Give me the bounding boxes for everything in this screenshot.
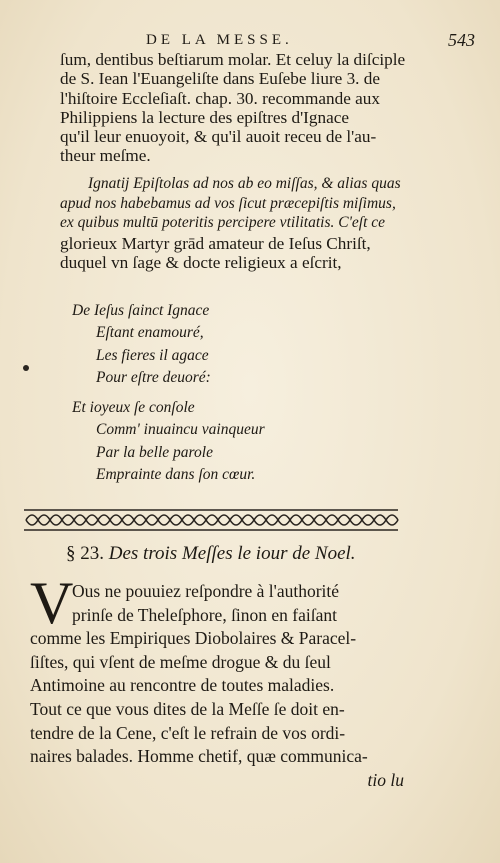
- text-line: tendre de la Cene, c'eſt le refrain de vos ordi-: [30, 722, 346, 743]
- text-line: naires balades. Homme chetif, quæ communica-: [30, 746, 368, 767]
- verse-line: Par la belle parole: [96, 443, 213, 461]
- verse-stanza: [72, 300, 312, 486]
- verse-line: Empraintе dans ſon cœur.: [96, 466, 256, 484]
- ink-spot: [23, 365, 29, 371]
- text-line: glorieux Martyr grād amateur de Ieſus Chriſt,: [60, 234, 371, 253]
- verse-line: Les fieres il agace: [96, 346, 209, 364]
- text-line: Philippiens la lecture des epiſtres d'Ignace: [60, 107, 349, 127]
- quote-line: apud nos habebamus ad vos ſicut præcepiſtis miſimus,: [60, 194, 396, 212]
- verse-line: Eſtant enamouré,: [96, 324, 204, 342]
- verse-line: De Ieſus ſainct Ignace: [72, 302, 210, 319]
- page-number: 543: [448, 30, 475, 50]
- section-number: § 23.: [66, 543, 104, 564]
- verse-line: Comm' inuaincu vainqueur: [96, 421, 265, 439]
- verse-line: Et ioyeux ſe conſole: [72, 399, 195, 417]
- latin-quote: [60, 174, 412, 233]
- text-line: Ous ne pouuiez reſpondre à l'authorité: [72, 581, 340, 601]
- text-line: theur meſme.: [60, 146, 151, 166]
- section-title: Des trois Meſſes le iour de Noel.: [108, 543, 356, 564]
- text-line: Tout ce que vous dites de la Meſſe ſe doit en-: [30, 698, 345, 719]
- section-heading: [66, 543, 406, 565]
- paragraph-block: [30, 570, 404, 792]
- printers-ornament-band: [22, 507, 400, 533]
- text-line: ſum, dentibus beſtiarum molar. Et celuy la diſciple: [60, 50, 406, 69]
- text-line: prinſe de Theleſphore, ſinon en faiſant: [72, 604, 338, 625]
- text-line: ſiſtes, qui vſent de meſme drogue & du ſeul: [30, 651, 331, 672]
- text-line: Antimoine au rencontre de toutes maladies.: [30, 675, 335, 696]
- running-head: DE LA MESSE.: [146, 32, 293, 48]
- catchword: tio lu: [367, 769, 404, 790]
- quote-line: ex quibus multū poteritis percipere vtilitatis. C'eſt ce: [60, 214, 386, 231]
- text-line: duquel vn ſage & docte religieux a eſcrit,: [60, 253, 342, 273]
- text-line: comme les Empiriques Diobolaires & Paracel-: [30, 628, 357, 649]
- text-line: de S. Iean l'Euangeliſte dans Euſebe liure 3. de: [60, 69, 380, 89]
- text-line: l'hiſtoire Eccleſiaſt. chap. 30. recommande aux: [60, 88, 380, 108]
- verse-line: Pour eſtre deuoré:: [96, 368, 211, 386]
- drop-cap: V: [30, 570, 74, 636]
- quote-line: Ignatij Epiſtolas ad nos ab eo miſſas, & alias quas: [88, 175, 401, 192]
- body-text-block: [60, 50, 412, 166]
- text-line: qu'il leur enuoyoit, & qu'il auoit receu de l'au-: [60, 127, 377, 147]
- after-quote-block: [60, 234, 412, 273]
